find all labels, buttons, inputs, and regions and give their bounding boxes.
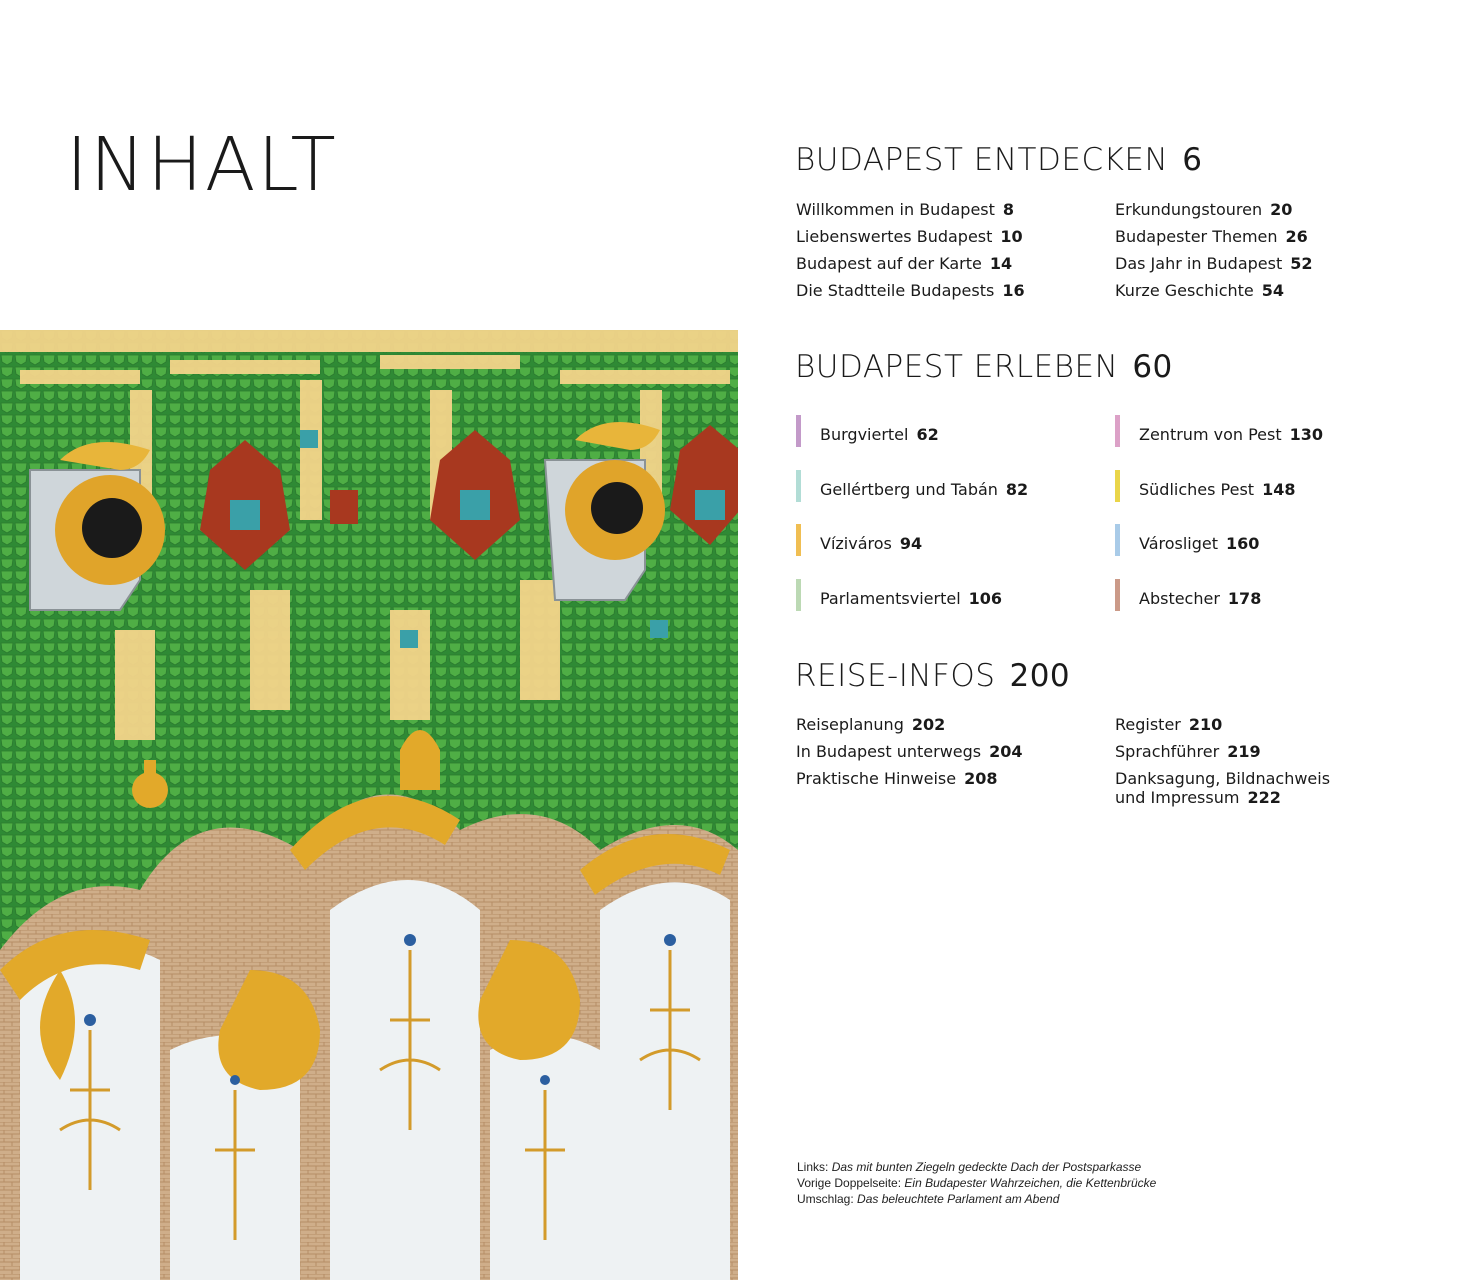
toc-entry[interactable]	[1115, 534, 1259, 553]
toc-entry[interactable]	[1115, 227, 1308, 246]
entry-page: 26	[1285, 227, 1308, 246]
entry-page: 202	[911, 715, 946, 734]
color-bar	[796, 415, 801, 447]
color-bar	[1115, 470, 1120, 502]
toc-entry[interactable]	[1115, 742, 1261, 761]
entry-label: Register	[1115, 715, 1181, 734]
entry-label: Abstecher	[1139, 589, 1220, 608]
caption-line	[797, 1159, 1156, 1175]
caption-prefix: Vorige Doppelseite:	[797, 1176, 902, 1190]
toc-entry[interactable]	[1115, 425, 1323, 444]
color-bar	[796, 524, 801, 556]
toc-entry[interactable]	[1115, 480, 1295, 499]
entry-label: Sprachführer	[1115, 742, 1220, 761]
caption-prefix: Umschlag:	[797, 1192, 854, 1206]
entry-label: Die Stadtteile Budapests	[796, 281, 995, 300]
section-heading-entdecken	[795, 142, 1203, 178]
entry-label: Willkommen in Budapest	[796, 200, 995, 219]
entry-label: Budapest auf der Karte	[796, 254, 982, 273]
section-page: 200	[1009, 658, 1071, 694]
toc-entry[interactable]	[1115, 769, 1330, 807]
entry-page: 210	[1188, 715, 1223, 734]
entry-page: 160	[1226, 534, 1260, 553]
entry-page: 10	[1000, 227, 1023, 246]
entry-page: 82	[1005, 480, 1029, 499]
section-title: BUDAPEST ERLEBEN	[795, 349, 1119, 385]
section-title: REISE-INFOS	[795, 658, 996, 694]
toc-entry[interactable]	[796, 769, 998, 788]
entry-label: In Budapest unterwegs	[796, 742, 982, 761]
entry-label-line2: und Impressum	[1115, 788, 1240, 807]
entry-label: Reiseplanung	[796, 715, 904, 734]
entry-label: Das Jahr in Budapest	[1115, 254, 1283, 273]
toc-entry[interactable]	[796, 254, 1012, 273]
entry-page: 204	[989, 742, 1023, 761]
section-title: BUDAPEST ENTDECKEN	[795, 142, 1169, 178]
entry-label: Danksagung, Bildnachweis	[1115, 769, 1331, 788]
entry-page: 178	[1227, 589, 1262, 608]
color-bar	[1115, 524, 1120, 556]
entry-label: Víziváros	[820, 534, 892, 553]
section-heading-reise-infos	[795, 658, 1071, 694]
toc-entry[interactable]	[1115, 715, 1222, 734]
entry-label: Budapester Themen	[1115, 227, 1278, 246]
entry-page: 94	[899, 534, 923, 553]
section-heading-erleben	[795, 349, 1173, 385]
toc-entry[interactable]	[796, 227, 1023, 246]
entry-label: Kurze Geschichte	[1115, 281, 1254, 300]
entry-page: 222	[1247, 788, 1281, 807]
entry-label: Zentrum von Pest	[1139, 425, 1282, 444]
caption-line	[797, 1175, 1156, 1191]
roof-photo-illustration	[0, 330, 738, 1280]
roof-photo	[0, 330, 738, 1280]
entry-page: 106	[968, 589, 1003, 608]
toc-entry[interactable]	[796, 425, 939, 444]
toc-entry[interactable]	[796, 200, 1014, 219]
color-bar	[796, 470, 801, 502]
caption-text: Das mit bunten Ziegeln gedeckte Dach der Postsparkasse	[831, 1160, 1142, 1174]
entry-page: 20	[1270, 200, 1293, 219]
toc-entry[interactable]	[796, 589, 1002, 608]
toc-entry[interactable]	[796, 281, 1025, 300]
entry-label: Parlamentsviertel	[820, 589, 961, 608]
color-bar	[1115, 415, 1120, 447]
toc-entry[interactable]	[796, 534, 922, 553]
photo-captions	[797, 1159, 1156, 1207]
toc-entry[interactable]	[796, 742, 1023, 761]
section-page: 6	[1182, 142, 1203, 178]
entry-page: 148	[1262, 480, 1296, 499]
entry-page: 14	[989, 254, 1013, 273]
section-page: 60	[1132, 349, 1173, 385]
entry-label: Városliget	[1139, 534, 1219, 553]
entry-page: 62	[916, 425, 939, 444]
entry-label: Gellértberg und Tabán	[820, 480, 998, 499]
main-title: INHALT	[66, 122, 338, 208]
caption-text: Ein Budapester Wahrzeichen, die Kettenbrücke	[904, 1176, 1157, 1190]
entry-page: 8	[1002, 200, 1015, 219]
entry-page: 54	[1261, 281, 1285, 300]
entry-page: 52	[1290, 254, 1313, 273]
entry-label: Südliches Pest	[1139, 480, 1255, 499]
toc-entry[interactable]	[1115, 281, 1284, 300]
caption-line	[797, 1191, 1156, 1207]
entry-page: 208	[964, 769, 998, 788]
color-bar	[1115, 579, 1120, 611]
toc-entry[interactable]	[1115, 200, 1292, 219]
toc-entry[interactable]	[1115, 589, 1261, 608]
entry-label: Erkundungstouren	[1115, 200, 1263, 219]
caption-prefix: Links:	[797, 1160, 829, 1174]
color-bar	[796, 579, 801, 611]
toc-entry[interactable]	[796, 480, 1028, 499]
toc-entry[interactable]	[796, 715, 945, 734]
entry-page: 130	[1289, 425, 1324, 444]
entry-label: Liebenswertes Budapest	[796, 227, 993, 246]
entry-page: 16	[1002, 281, 1025, 300]
caption-text: Das beleuchtete Parlament am Abend	[857, 1192, 1060, 1206]
entry-label: Burgviertel	[820, 425, 909, 444]
toc-entry[interactable]	[1115, 254, 1313, 273]
entry-page: 219	[1227, 742, 1261, 761]
entry-label: Praktische Hinweise	[796, 769, 957, 788]
